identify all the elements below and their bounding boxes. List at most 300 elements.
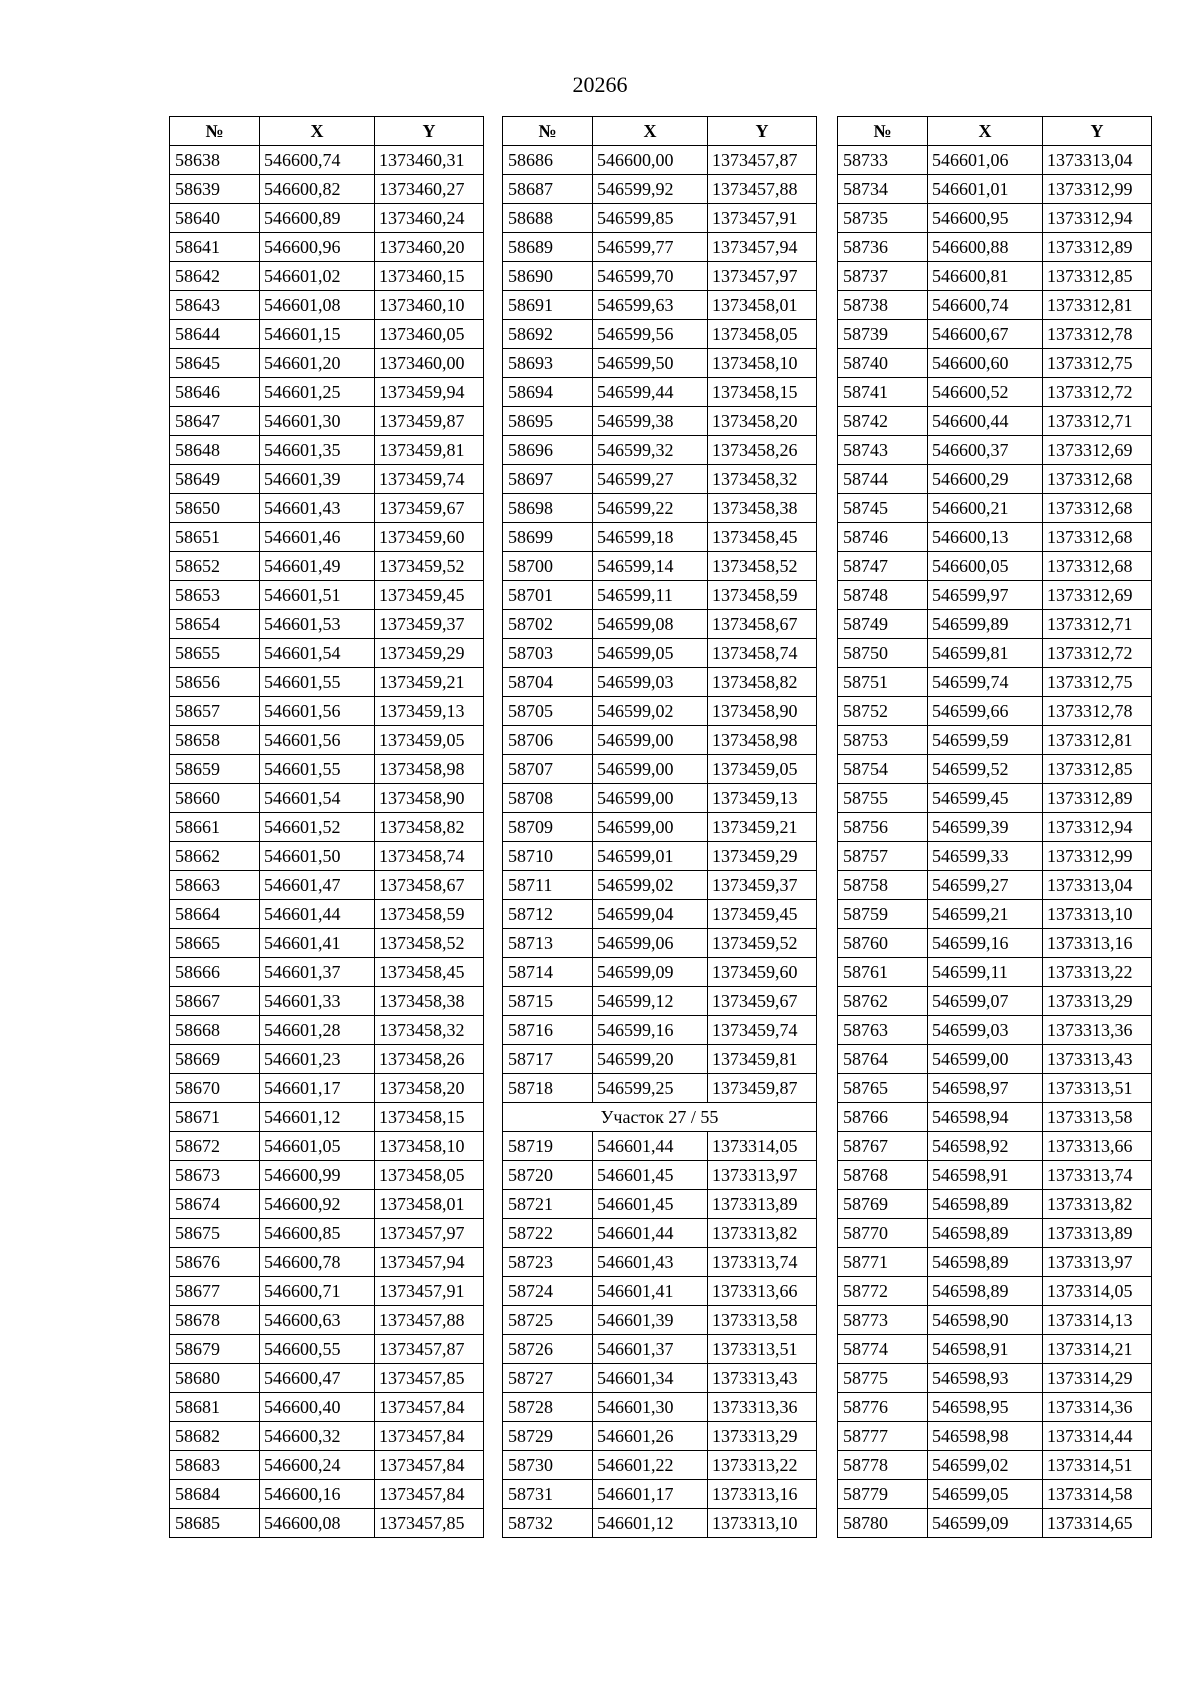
point-number-cell: 58775: [838, 1364, 928, 1393]
point-number-cell: 58726: [503, 1335, 593, 1364]
y-coordinate-cell: 1373312,89: [1043, 784, 1152, 813]
point-number-cell: 58702: [503, 610, 593, 639]
table-row: [170, 262, 484, 291]
point-number-cell: 58728: [503, 1393, 593, 1422]
y-coordinate-cell: 1373312,68: [1043, 494, 1152, 523]
point-number-cell: 58663: [170, 871, 260, 900]
y-coordinate-cell: 1373458,38: [708, 494, 817, 523]
table-row: [503, 204, 817, 233]
point-number-cell: 58765: [838, 1074, 928, 1103]
y-coordinate-cell: 1373313,66: [708, 1277, 817, 1306]
y-coordinate-cell: 1373312,94: [1043, 813, 1152, 842]
y-coordinate-cell: 1373457,91: [375, 1277, 484, 1306]
point-number-cell: 58668: [170, 1016, 260, 1045]
x-coordinate-cell: 546598,89: [928, 1219, 1043, 1248]
x-coordinate-cell: 546600,92: [260, 1190, 375, 1219]
y-coordinate-cell: 1373457,97: [708, 262, 817, 291]
point-number-cell: 58769: [838, 1190, 928, 1219]
table-row: [170, 494, 484, 523]
table-row: [503, 668, 817, 697]
table-row: [170, 610, 484, 639]
table-row: [838, 1161, 1152, 1190]
point-number-cell: 58755: [838, 784, 928, 813]
x-coordinate-cell: 546599,33: [928, 842, 1043, 871]
table-row: [838, 755, 1152, 784]
header-y: Y: [375, 117, 484, 146]
point-number-cell: 58642: [170, 262, 260, 291]
x-coordinate-cell: 546599,50: [593, 349, 708, 378]
x-coordinate-cell: 546600,08: [260, 1509, 375, 1538]
table-row: [503, 929, 817, 958]
y-coordinate-cell: 1373458,98: [708, 726, 817, 755]
table-row: [838, 552, 1152, 581]
y-coordinate-cell: 1373459,67: [708, 987, 817, 1016]
table-row: [838, 204, 1152, 233]
point-number-cell: 58773: [838, 1306, 928, 1335]
x-coordinate-cell: 546601,44: [260, 900, 375, 929]
table-row: [170, 1509, 484, 1538]
point-number-cell: 58740: [838, 349, 928, 378]
point-number-cell: 58660: [170, 784, 260, 813]
point-number-cell: 58677: [170, 1277, 260, 1306]
x-coordinate-cell: 546600,32: [260, 1422, 375, 1451]
table-row: [838, 407, 1152, 436]
y-coordinate-cell: 1373457,84: [375, 1422, 484, 1451]
table-row: [838, 1509, 1152, 1538]
x-coordinate-cell: 546599,70: [593, 262, 708, 291]
point-number-cell: 58720: [503, 1161, 593, 1190]
point-number-cell: 58653: [170, 581, 260, 610]
x-coordinate-cell: 546599,66: [928, 697, 1043, 726]
y-coordinate-cell: 1373457,84: [375, 1451, 484, 1480]
y-coordinate-cell: 1373459,81: [375, 436, 484, 465]
x-coordinate-cell: 546599,63: [593, 291, 708, 320]
y-coordinate-cell: 1373460,00: [375, 349, 484, 378]
x-coordinate-cell: 546600,96: [260, 233, 375, 262]
y-coordinate-cell: 1373314,44: [1043, 1422, 1152, 1451]
point-number-cell: 58690: [503, 262, 593, 291]
x-coordinate-cell: 546599,81: [928, 639, 1043, 668]
y-coordinate-cell: 1373313,22: [1043, 958, 1152, 987]
table-row: [838, 436, 1152, 465]
point-number-cell: 58732: [503, 1509, 593, 1538]
table-row: [170, 1451, 484, 1480]
point-number-cell: 58648: [170, 436, 260, 465]
y-coordinate-cell: 1373457,85: [375, 1509, 484, 1538]
point-number-cell: 58747: [838, 552, 928, 581]
x-coordinate-cell: 546599,44: [593, 378, 708, 407]
x-coordinate-cell: 546600,55: [260, 1335, 375, 1364]
table-row: [170, 958, 484, 987]
x-coordinate-cell: 546600,21: [928, 494, 1043, 523]
y-coordinate-cell: 1373460,20: [375, 233, 484, 262]
point-number-cell: 58741: [838, 378, 928, 407]
point-number-cell: 58778: [838, 1451, 928, 1480]
y-coordinate-cell: 1373457,88: [708, 175, 817, 204]
table-row: [170, 755, 484, 784]
x-coordinate-cell: 546601,17: [260, 1074, 375, 1103]
x-coordinate-cell: 546601,12: [260, 1103, 375, 1132]
table-row: [503, 1219, 817, 1248]
table-row: [170, 552, 484, 581]
table-row: [838, 726, 1152, 755]
y-coordinate-cell: 1373312,72: [1043, 639, 1152, 668]
y-coordinate-cell: 1373312,68: [1043, 523, 1152, 552]
table-row: [503, 1277, 817, 1306]
point-number-cell: 58698: [503, 494, 593, 523]
x-coordinate-cell: 546601,20: [260, 349, 375, 378]
x-coordinate-cell: 546599,59: [928, 726, 1043, 755]
y-coordinate-cell: 1373312,81: [1043, 291, 1152, 320]
y-coordinate-cell: 1373313,51: [1043, 1074, 1152, 1103]
point-number-cell: 58766: [838, 1103, 928, 1132]
x-coordinate-cell: 546601,35: [260, 436, 375, 465]
table-row: [838, 958, 1152, 987]
x-coordinate-cell: 546599,77: [593, 233, 708, 262]
y-coordinate-cell: 1373458,32: [708, 465, 817, 494]
x-coordinate-cell: 546599,03: [593, 668, 708, 697]
table-row: [838, 929, 1152, 958]
point-number-cell: 58674: [170, 1190, 260, 1219]
table-row: [838, 262, 1152, 291]
point-number-cell: 58685: [170, 1509, 260, 1538]
x-coordinate-cell: 546601,41: [593, 1277, 708, 1306]
point-number-cell: 58693: [503, 349, 593, 378]
point-number-cell: 58772: [838, 1277, 928, 1306]
x-coordinate-cell: 546600,05: [928, 552, 1043, 581]
x-coordinate-cell: 546599,45: [928, 784, 1043, 813]
y-coordinate-cell: 1373460,24: [375, 204, 484, 233]
point-number-cell: 58681: [170, 1393, 260, 1422]
point-number-cell: 58757: [838, 842, 928, 871]
x-coordinate-cell: 546598,93: [928, 1364, 1043, 1393]
point-number-cell: 58709: [503, 813, 593, 842]
x-coordinate-cell: 546600,16: [260, 1480, 375, 1509]
point-number-cell: 58708: [503, 784, 593, 813]
table-row: [503, 146, 817, 175]
y-coordinate-cell: 1373313,58: [1043, 1103, 1152, 1132]
y-coordinate-cell: 1373457,97: [375, 1219, 484, 1248]
table-row: [170, 1219, 484, 1248]
point-number-cell: 58706: [503, 726, 593, 755]
point-number-cell: 58717: [503, 1045, 593, 1074]
table-row: [503, 1509, 817, 1538]
x-coordinate-cell: 546601,39: [260, 465, 375, 494]
y-coordinate-cell: 1373313,43: [708, 1364, 817, 1393]
point-number-cell: 58645: [170, 349, 260, 378]
y-coordinate-cell: 1373313,74: [1043, 1161, 1152, 1190]
point-number-cell: 58710: [503, 842, 593, 871]
y-coordinate-cell: 1373313,66: [1043, 1132, 1152, 1161]
y-coordinate-cell: 1373458,05: [375, 1161, 484, 1190]
point-number-cell: 58659: [170, 755, 260, 784]
x-coordinate-cell: 546601,54: [260, 639, 375, 668]
y-coordinate-cell: 1373312,99: [1043, 842, 1152, 871]
y-coordinate-cell: 1373459,21: [708, 813, 817, 842]
table-row: [838, 1451, 1152, 1480]
x-coordinate-cell: 546601,28: [260, 1016, 375, 1045]
y-coordinate-cell: 1373314,51: [1043, 1451, 1152, 1480]
x-coordinate-cell: 546601,34: [593, 1364, 708, 1393]
table-row: [503, 697, 817, 726]
y-coordinate-cell: 1373457,85: [375, 1364, 484, 1393]
table-row: [503, 726, 817, 755]
table-row: [838, 233, 1152, 262]
x-coordinate-cell: 546601,06: [928, 146, 1043, 175]
table-row: [838, 1132, 1152, 1161]
y-coordinate-cell: 1373312,85: [1043, 262, 1152, 291]
point-number-cell: 58746: [838, 523, 928, 552]
x-coordinate-cell: 546598,95: [928, 1393, 1043, 1422]
x-coordinate-cell: 546598,91: [928, 1335, 1043, 1364]
header-number: №: [503, 117, 593, 146]
x-coordinate-cell: 546601,45: [593, 1190, 708, 1219]
table-row: [503, 784, 817, 813]
table-row: [838, 465, 1152, 494]
header-number: №: [170, 117, 260, 146]
point-number-cell: 58689: [503, 233, 593, 262]
table-row: [838, 1190, 1152, 1219]
y-coordinate-cell: 1373312,71: [1043, 407, 1152, 436]
x-coordinate-cell: 546600,47: [260, 1364, 375, 1393]
x-coordinate-cell: 546601,46: [260, 523, 375, 552]
table-row: [170, 1422, 484, 1451]
table-row: [838, 494, 1152, 523]
x-coordinate-cell: 546601,43: [593, 1248, 708, 1277]
point-number-cell: 58662: [170, 842, 260, 871]
point-number-cell: 58764: [838, 1045, 928, 1074]
x-coordinate-cell: 546601,23: [260, 1045, 375, 1074]
table-row: [503, 1335, 817, 1364]
table-row: [170, 1335, 484, 1364]
x-coordinate-cell: 546599,52: [928, 755, 1043, 784]
table-row: [503, 262, 817, 291]
header-y: Y: [708, 117, 817, 146]
point-number-cell: 58705: [503, 697, 593, 726]
x-coordinate-cell: 546599,39: [928, 813, 1043, 842]
point-number-cell: 58661: [170, 813, 260, 842]
y-coordinate-cell: 1373458,59: [708, 581, 817, 610]
x-coordinate-cell: 546599,00: [593, 726, 708, 755]
table-row: [170, 1248, 484, 1277]
y-coordinate-cell: 1373459,94: [375, 378, 484, 407]
table-row: [170, 175, 484, 204]
y-coordinate-cell: 1373458,26: [708, 436, 817, 465]
table-row: [503, 987, 817, 1016]
y-coordinate-cell: 1373460,15: [375, 262, 484, 291]
point-number-cell: 58667: [170, 987, 260, 1016]
point-number-cell: 58744: [838, 465, 928, 494]
point-number-cell: 58644: [170, 320, 260, 349]
table-row: [503, 639, 817, 668]
table-row: [503, 349, 817, 378]
y-coordinate-cell: 1373458,98: [375, 755, 484, 784]
x-coordinate-cell: 546598,92: [928, 1132, 1043, 1161]
table-row: [170, 233, 484, 262]
x-coordinate-cell: 546600,82: [260, 175, 375, 204]
y-coordinate-cell: 1373457,87: [708, 146, 817, 175]
x-coordinate-cell: 546598,89: [928, 1277, 1043, 1306]
table-row: [838, 1393, 1152, 1422]
point-number-cell: 58684: [170, 1480, 260, 1509]
point-number-cell: 58670: [170, 1074, 260, 1103]
y-coordinate-cell: 1373314,05: [708, 1132, 817, 1161]
table-row: [503, 610, 817, 639]
x-coordinate-cell: 546601,37: [260, 958, 375, 987]
point-number-cell: 58656: [170, 668, 260, 697]
header-x: X: [593, 117, 708, 146]
point-number-cell: 58704: [503, 668, 593, 697]
x-coordinate-cell: 546601,12: [593, 1509, 708, 1538]
x-coordinate-cell: 546599,25: [593, 1074, 708, 1103]
table-row: [503, 1422, 817, 1451]
x-coordinate-cell: 546599,21: [928, 900, 1043, 929]
x-coordinate-cell: 546599,02: [928, 1451, 1043, 1480]
y-coordinate-cell: 1373458,32: [375, 1016, 484, 1045]
y-coordinate-cell: 1373458,05: [708, 320, 817, 349]
y-coordinate-cell: 1373459,29: [708, 842, 817, 871]
point-number-cell: 58743: [838, 436, 928, 465]
table-row: [170, 291, 484, 320]
point-number-cell: 58761: [838, 958, 928, 987]
table-row: [838, 1335, 1152, 1364]
x-coordinate-cell: 546601,30: [260, 407, 375, 436]
point-number-cell: 58760: [838, 929, 928, 958]
x-coordinate-cell: 546600,37: [928, 436, 1043, 465]
y-coordinate-cell: 1373458,74: [375, 842, 484, 871]
y-coordinate-cell: 1373314,29: [1043, 1364, 1152, 1393]
x-coordinate-cell: 546601,37: [593, 1335, 708, 1364]
point-number-cell: 58727: [503, 1364, 593, 1393]
point-number-cell: 58729: [503, 1422, 593, 1451]
point-number-cell: 58759: [838, 900, 928, 929]
x-coordinate-cell: 546601,39: [593, 1306, 708, 1335]
x-coordinate-cell: 546598,94: [928, 1103, 1043, 1132]
table-row: [838, 1480, 1152, 1509]
y-coordinate-cell: 1373457,87: [375, 1335, 484, 1364]
y-coordinate-cell: 1373457,84: [375, 1480, 484, 1509]
point-number-cell: 58697: [503, 465, 593, 494]
point-number-cell: 58779: [838, 1480, 928, 1509]
table-row: [838, 1422, 1152, 1451]
point-number-cell: 58699: [503, 523, 593, 552]
x-coordinate-cell: 546601,17: [593, 1480, 708, 1509]
y-coordinate-cell: 1373459,37: [375, 610, 484, 639]
table-row: [838, 146, 1152, 175]
y-coordinate-cell: 1373458,26: [375, 1045, 484, 1074]
point-number-cell: 58763: [838, 1016, 928, 1045]
y-coordinate-cell: 1373458,74: [708, 639, 817, 668]
x-coordinate-cell: 546601,05: [260, 1132, 375, 1161]
x-coordinate-cell: 546601,54: [260, 784, 375, 813]
y-coordinate-cell: 1373312,68: [1043, 552, 1152, 581]
y-coordinate-cell: 1373312,81: [1043, 726, 1152, 755]
table-row: [838, 871, 1152, 900]
point-number-cell: 58718: [503, 1074, 593, 1103]
x-coordinate-cell: 546600,78: [260, 1248, 375, 1277]
table-row: [838, 900, 1152, 929]
x-coordinate-cell: 546599,12: [593, 987, 708, 1016]
y-coordinate-cell: 1373460,31: [375, 146, 484, 175]
x-coordinate-cell: 546598,90: [928, 1306, 1043, 1335]
y-coordinate-cell: 1373458,10: [375, 1132, 484, 1161]
y-coordinate-cell: 1373313,97: [1043, 1248, 1152, 1277]
point-number-cell: 58695: [503, 407, 593, 436]
x-coordinate-cell: 546599,38: [593, 407, 708, 436]
x-coordinate-cell: 546601,53: [260, 610, 375, 639]
header-x: X: [260, 117, 375, 146]
table-row: [503, 1393, 817, 1422]
table-row: [170, 407, 484, 436]
table-row: [838, 1103, 1152, 1132]
y-coordinate-cell: 1373312,68: [1043, 465, 1152, 494]
y-coordinate-cell: 1373457,84: [375, 1393, 484, 1422]
header-y: Y: [1043, 117, 1152, 146]
point-number-cell: 58696: [503, 436, 593, 465]
table-row: [838, 523, 1152, 552]
point-number-cell: 58687: [503, 175, 593, 204]
point-number-cell: 58707: [503, 755, 593, 784]
point-number-cell: 58768: [838, 1161, 928, 1190]
table-row: [503, 1074, 817, 1103]
point-number-cell: 58723: [503, 1248, 593, 1277]
x-coordinate-cell: 546598,89: [928, 1190, 1043, 1219]
point-number-cell: 58776: [838, 1393, 928, 1422]
table-row: [838, 813, 1152, 842]
table-row: [170, 1306, 484, 1335]
x-coordinate-cell: 546599,20: [593, 1045, 708, 1074]
y-coordinate-cell: 1373457,94: [708, 233, 817, 262]
y-coordinate-cell: 1373314,65: [1043, 1509, 1152, 1538]
y-coordinate-cell: 1373312,85: [1043, 755, 1152, 784]
x-coordinate-cell: 546601,43: [260, 494, 375, 523]
y-coordinate-cell: 1373458,20: [375, 1074, 484, 1103]
point-number-cell: 58665: [170, 929, 260, 958]
y-coordinate-cell: 1373312,69: [1043, 581, 1152, 610]
table-row: [170, 1161, 484, 1190]
table-row: [170, 871, 484, 900]
y-coordinate-cell: 1373459,81: [708, 1045, 817, 1074]
table-row: [503, 1190, 817, 1219]
x-coordinate-cell: 546599,18: [593, 523, 708, 552]
page-number: 20266: [572, 72, 628, 97]
point-number-cell: 58651: [170, 523, 260, 552]
table-row: [838, 668, 1152, 697]
y-coordinate-cell: 1373313,82: [708, 1219, 817, 1248]
y-coordinate-cell: 1373457,94: [375, 1248, 484, 1277]
point-number-cell: 58688: [503, 204, 593, 233]
y-coordinate-cell: 1373458,10: [708, 349, 817, 378]
coordinates-table-2: [502, 116, 817, 1538]
x-coordinate-cell: 546599,16: [593, 1016, 708, 1045]
point-number-cell: 58774: [838, 1335, 928, 1364]
table-row: [503, 958, 817, 987]
y-coordinate-cell: 1373459,52: [375, 552, 484, 581]
point-number-cell: 58716: [503, 1016, 593, 1045]
table-row: [170, 581, 484, 610]
section-row: [503, 1103, 817, 1132]
x-coordinate-cell: 546598,91: [928, 1161, 1043, 1190]
table-row: [503, 494, 817, 523]
x-coordinate-cell: 546599,00: [593, 755, 708, 784]
table-row: [838, 320, 1152, 349]
point-number-cell: 58733: [838, 146, 928, 175]
point-number-cell: 58669: [170, 1045, 260, 1074]
y-coordinate-cell: 1373314,21: [1043, 1335, 1152, 1364]
x-coordinate-cell: 546599,85: [593, 204, 708, 233]
table-row: [838, 1016, 1152, 1045]
table-row: [170, 1277, 484, 1306]
